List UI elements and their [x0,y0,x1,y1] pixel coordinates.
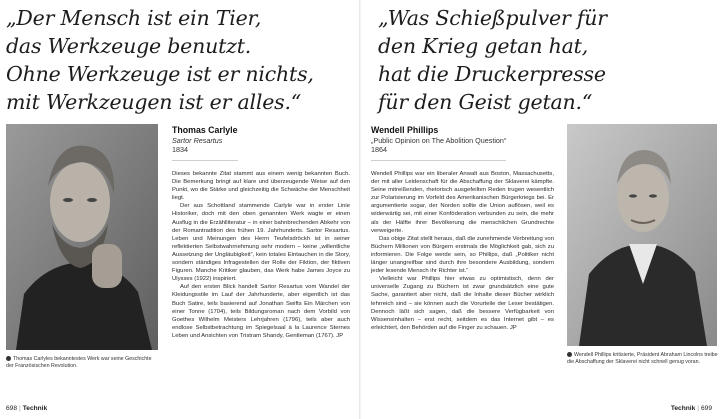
quote-phillips [378,4,607,116]
person-year: 1834 [172,145,188,155]
quote-line: „Der Mensch ist ein Tier, [6,6,262,30]
page-number: 699 [700,405,712,412]
right-page [360,0,720,419]
photo-caption [567,352,719,366]
paragraph: Wendell Phillips war ein liberaler Anwalt aus Boston, Massachusetts, der mit aller Leidenschaft für die Abschaffung der Sklaverei kämpfte. Seine mitreißenden, rhetorisch ausgefeilten Reden trugen wesentlich zur Polarisierung im Vorfeld des Amerikanischen Bürgerkriegs bei. Er argumentierte sogar, der Norden sollte die Union auflösen, weil es widerwärtig sei, mit einer Konföderation verbunden zu sein, die mehr als der Hälfte ihrer Bevölkerung die menschlichen Grundrechte verweigerte. [371,171,554,234]
person-info [172,124,238,161]
article-body [371,170,554,332]
portrait-carlyle [6,124,158,350]
paragraph: Vielleicht war Phillips hier etwas zu optimistisch, denn der universelle Zugang zu Büchern ist zwar grundsätzlich eine gute Sache, garantiert aber nicht, daß die Inhalte dieser Bücher wirklich lehrreich sind – sie können auch die Vorurteile der Leser bestätigen. Dennoch läßt sich sagen, daß die bessere Verfügbarkeit von Wissensinhalten – erst recht, seitdem es das Internet gibt – es erleichtert, den Behörden auf die Finger zu schauen. JP [371,276,554,331]
person-year: 1864 [371,145,387,155]
divider [172,160,238,161]
page-number: 698 [6,405,18,412]
portrait-carlyle-image [6,124,158,350]
bullet-icon [567,352,572,357]
quote-line: mit Werkzeugen ist er alles.“ [6,90,302,114]
quote-line: „Was Schießpulver für [378,6,607,30]
photo-caption [6,356,158,370]
divider [371,160,506,161]
quote-line: das Werkzeuge benutzt. [6,34,252,58]
page-footer [6,405,47,412]
portrait-phillips [567,124,717,346]
bullet-icon [6,356,11,361]
paragraph: Das obige Zitat stellt heraus, daß die zunehmende Verbreitung von Büchern Millionen von Bürgern erstmals die Möglichkeit gab, sich zu informieren. Die Folge werde sein, so Phillips, daß „Politiker nicht länger unangreifbar sind durch ihre besondere Ausbildung, sondern jeder lesende Mensch ihr Richter ist.“ [371,235,554,275]
portrait-phillips-image [567,124,717,346]
paragraph: Dieses bekannte Zitat stammt aus einem wenig bekannten Buch. Die Bemerkung bringt auf klare und überzeugende Weise auf den Punkt, wo die Stärke und gleichzeitig die Schwäche der Menschheit liegt. [172,171,350,202]
quote-line: für den Geist getan.“ [378,90,593,114]
person-name: Thomas Carlyle [172,125,238,135]
caption-text: Thomas Carlyles bekanntestes Werk war seine Geschichte der Französischen Revolution. [6,356,152,369]
section-name: Technik [22,405,48,412]
quote-carlyle [6,4,314,116]
footer-separator: | [19,405,21,412]
person-name: Wendell Phillips [371,125,439,135]
footer-separator: | [697,405,699,412]
paragraph: Auf den ersten Blick handelt Sartor Resartus vom Wandel der Kleidungsstile im Lauf der Jahrhunderte, aber eigentlich ist das Buch Satire, teils basierend auf Jonathan Swifts Ein Märchen von einer Tonne (1704), teils Bildungsroman nach dem Vorbild von Goethes Wilhelm Meisters Lehrjahren (1796), teils aber auch endlose Selbstbetrachtung im Spiegelsaal à la Laurence Sternes Leben und Ansichten von Tristram Shandy, Gentleman (1767). JP [172,284,350,339]
section-name: Technik [670,405,696,412]
page-footer [671,405,712,412]
person-info [371,124,506,161]
caption-text: Wendell Phillips kritisierte, Präsident Abraham Lincolns treibe die Abschaffung der Sklaverei nicht schnell genug voran. [567,352,718,365]
article-body [172,170,350,340]
quote-line: den Krieg getan hat, [378,34,589,58]
quote-line: hat die Druckerpresse [378,62,606,86]
quote-line: Ohne Werkzeuge ist er nichts, [6,62,314,86]
person-work: Sartor Resartus [172,136,223,145]
paragraph: Der aus Schottland stammende Carlyle war in erster Linie Historiker, doch mit den oben genannten Werk wagte er einen Ausflug in die Erzählliteratur – in einer bahnbrechenden Abkehr von der Romantradition des frühen 19. Jahrhunderts. Sartor Resartus. Leben und Meinungen des Herrn Teufelsdröckh ist in seiner reflektierten Selbstwahrnehmung sehr modern – keine „willentliche Aussetzung der Ungläubigkeit“, kein totales Eintauchen in die Story, sondern ständiges Infragestellen der Rolle der Fiktion, der fiktiven Figuren. Manche Kritiker glauben, das Werk habe James Joyce zu Ulysses (1922) inspiriert. [172,203,350,283]
person-work: „Public Opinion on The Abolition Question“ [371,136,507,145]
